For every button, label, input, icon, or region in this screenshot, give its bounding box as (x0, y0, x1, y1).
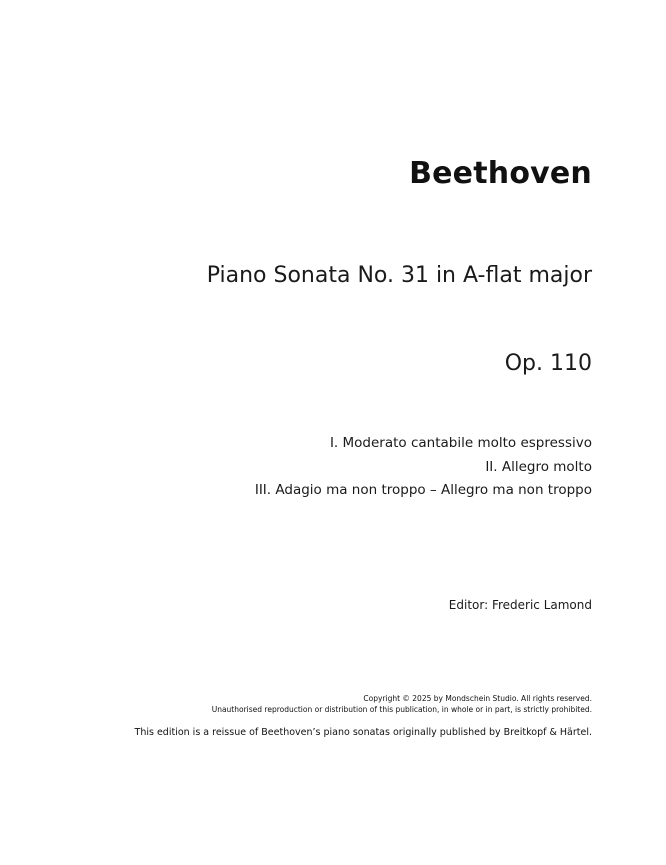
movement-3: III. Adagio ma non troppo – Allegro ma non troppo (254, 482, 592, 498)
composer-name: Beethoven (409, 156, 592, 191)
movement-2: II. Allegro molto (485, 459, 592, 475)
opus-number: Op. 110 (504, 351, 592, 376)
copyright-line: Copyright © 2025 by Mondschein Studio. All rights reserved. (363, 694, 592, 703)
editor-credit: Editor: Frederic Lamond (448, 598, 592, 612)
work-title: Piano Sonata No. 31 in A-flat major (206, 263, 592, 288)
movement-1: I. Moderato cantabile molto espressivo (329, 435, 592, 451)
reissue-note: This edition is a reissue of Beethoven’s piano sonatas originally published by Breitkopf & Härtel. (134, 727, 592, 738)
reproduction-notice: Unauthorised reproduction or distribution of this publication, in whole or in part, is strictly prohibited. (211, 705, 592, 714)
